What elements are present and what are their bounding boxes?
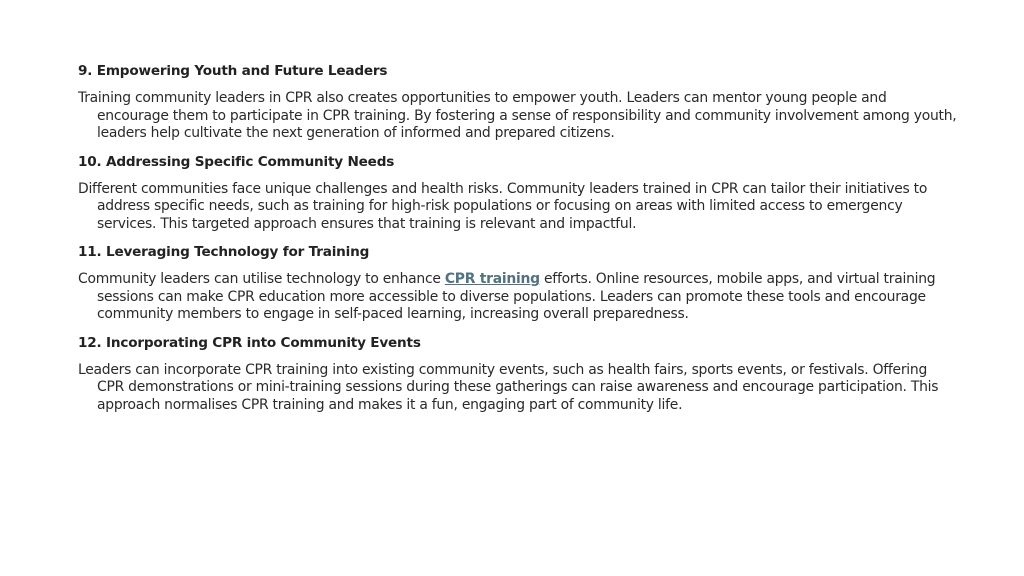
section-heading-12: 12. Incorporating CPR into Community Events bbox=[78, 334, 421, 351]
section-body-10: Different communities face unique challenges and health risks. Community leaders trained in CPR can tailor their initiatives to address specific needs, such as training for high-risk populations or focusing on areas with limited access to emergency services. This targeted approach ensures that training is relevant and impactful. bbox=[78, 180, 928, 232]
cpr-training-link[interactable]: CPR training bbox=[444, 271, 540, 287]
section-body-11-text-start: Community leaders can utilise technology to enhance bbox=[78, 271, 445, 287]
section-body-12: Leaders can incorporate CPR training into existing community events, such as health fairs, sports events, or festivals. Offering CPR demonstrations or mini-training sessions during these gatherings can raise awareness and encourage participation. This approach normalises CPR training and makes it a fun, engaging part of community life. bbox=[78, 361, 939, 413]
section-heading-9: 9. Empowering Youth and Future Leaders bbox=[78, 63, 388, 79]
section-heading-11: 11. Leveraging Technology for Training bbox=[78, 244, 370, 260]
slide-content bbox=[78, 62, 958, 424]
section-body-11-text-end: efforts. Online resources, mobile apps, and virtual training sessions can make CPR education more accessible to diverse populations. Leaders can promote these tools and encourage community members to engage in self-paced learning, increasing overall preparedness. bbox=[97, 271, 936, 322]
section-heading-10: 10. Addressing Specific Community Needs bbox=[78, 153, 395, 170]
section-body-11 bbox=[78, 271, 958, 324]
section-body-9: Training community leaders in CPR also creates opportunities to empower youth. Leaders can mentor young people and encourage them to participate in CPR training. By fostering a sense of responsibility and community involvement among youth, leaders help cultivate the next generation of informed and prepared citizens. bbox=[78, 90, 957, 141]
